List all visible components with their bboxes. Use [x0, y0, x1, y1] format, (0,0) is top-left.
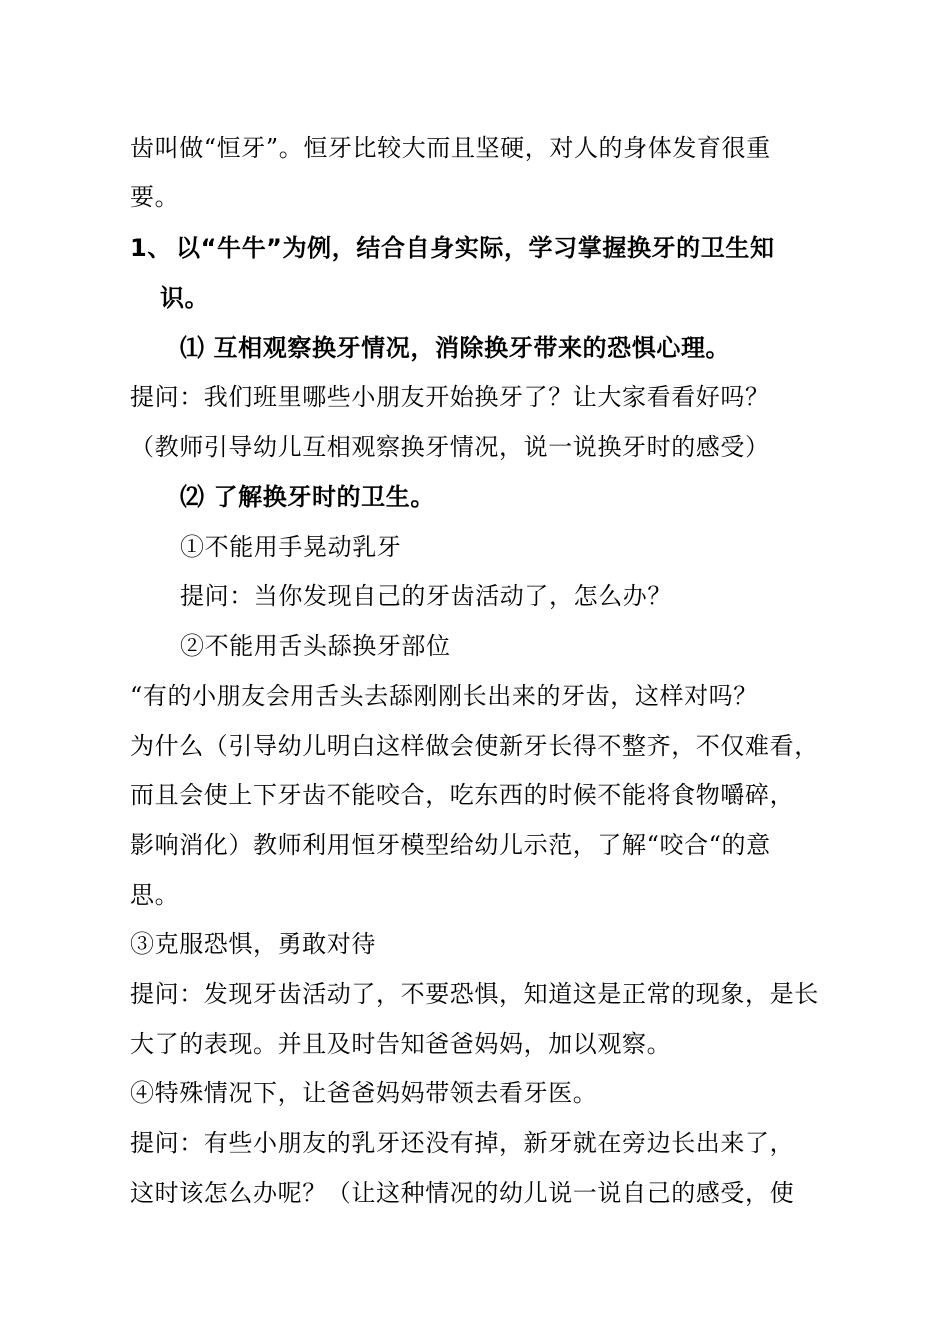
list-item: ①不能用手晃动乳牙 [180, 533, 402, 561]
subsection-heading: ⑵ 了解换牙时的卫生。 [180, 483, 435, 511]
paragraph-line: 影响消化）教师利用恒牙模型给幼儿示范，了解“咬合“的意 [130, 831, 771, 859]
list-item: ③克服恐惧，勇敢对待 [130, 930, 376, 958]
paragraph-line: 大了的表现。并且及时告知爸爸妈妈，加以观察。 [130, 1030, 672, 1058]
subsection-heading: ⑴ 互相观察换牙情况，消除换牙带来的恐惧心理。 [180, 334, 731, 362]
section-number: 1、 [130, 234, 172, 262]
paragraph-line: 这时该怎么办呢？（让这种情况的幼儿说一说自己的感受，使 [130, 1179, 795, 1207]
teacher-note: （教师引导幼儿互相观察换牙情况，说一说换牙时的感受） [130, 433, 770, 461]
question-line: 提问：我们班里哪些小朋友开始换牙了？让大家看看好吗？ [130, 383, 770, 411]
paragraph-line: 提问：发现牙齿活动了，不要恐惧，知道这是正常的现象，是长 [130, 980, 819, 1008]
section-heading [130, 233, 775, 263]
paragraph-line: 为什么（引导幼儿明白这样做会使新牙长得不整齐，不仅难看， [130, 732, 819, 760]
paragraph-line: “有的小朋友会用舌头去舔刚刚长出来的牙齿，这样对吗？ [130, 682, 758, 710]
paragraph-line: 思。 [130, 881, 180, 909]
question-line: 提问：当你发现自己的牙齿活动了，怎么办？ [180, 582, 672, 610]
paragraph-line: 要。 [130, 183, 180, 211]
paragraph-line: 而且会使上下牙齿不能咬合，吃东西的时候不能将食物嚼碎， [130, 781, 795, 809]
section-heading-continuation: 识。 [160, 284, 210, 312]
paragraph-line: 提问：有些小朋友的乳牙还没有掉，新牙就在旁边长出来了， [130, 1129, 795, 1157]
paragraph-line: 齿叫做“恒牙”。恒牙比较大而且坚硬，对人的身体发育很重 [130, 134, 771, 162]
section-heading-text: 以“牛牛”为例，结合自身实际，学习掌握换牙的卫生知 [176, 234, 775, 262]
list-item: ④特殊情况下，让爸爸妈妈带领去看牙医。 [130, 1079, 598, 1107]
list-item: ②不能用舌头舔换牙部位 [180, 632, 451, 660]
